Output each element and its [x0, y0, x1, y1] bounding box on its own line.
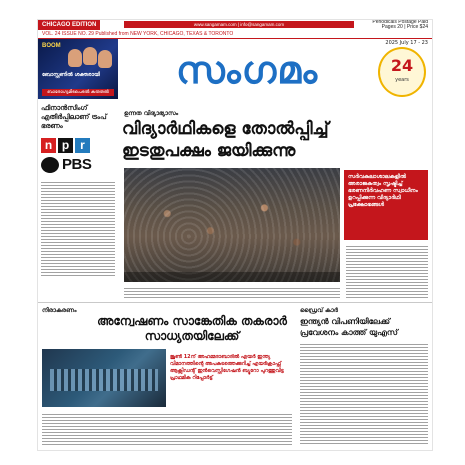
newspaper-page	[38, 20, 432, 450]
highlight-box: സർവകലാശാലകളിൽ അരാജകത്വം സൃഷ്ടിച്ച് ഭരണനിർവഹണ സ്വാധീനം ഉറപ്പിക്കുന്ന വിദ്യാർഥി പ്രക്ഷോഭങ്ങൾ	[344, 170, 428, 240]
ad-text: ബോസ്റ്റണിൽ ശക്തരായി	[42, 72, 100, 78]
anniversary-number: 24	[390, 56, 414, 75]
npr-logo: n p r	[41, 138, 115, 153]
third-body-text	[300, 342, 428, 446]
third-headline[interactable]: ഇന്ത്യൻ വിപണിയിലേക്ക് പ്രവേശനം കാത്ത് യുഎസ്	[300, 317, 398, 337]
issue-date: 2025 July 17 - 23	[385, 40, 428, 46]
postage-line-2: Pages 20 | Price $24	[381, 24, 428, 30]
top-bar	[38, 20, 432, 30]
lead-headline[interactable]: വിദ്യാർഥികളെ തോൽപ്പിച്ച് ഇടതുപക്ഷം ജയിക്കുന്നു	[122, 119, 329, 161]
lead-body-text	[124, 286, 340, 300]
contact-strip: www.sangamam.com | info@sangamam.com	[124, 21, 354, 28]
second-summary: ജൂൺ 12ന് അഹമ്മദാബാദിൽ എയർ ഇന്ത്യ വിമാനത്തിന്റെ അപകടത്തെക്കുറിച്ച് എയർക്രാഫ്റ്റ് ആക്സിഡന്റ് ഇൻവെസ്റ്റിഗേഷൻ ബ്യൂറോ പുറത്തുവിട്ട പ്രാഥമിക റിപ്പോർട്ട്	[170, 354, 284, 381]
sidebar-heading[interactable]: ഫിനാൻസിംഗ് എതിർപ്പിലാണ് ട്രംപ് ഭരണം	[41, 104, 107, 130]
publication-info: VOL. 24 ISSUE NO. 29 Published from NEW YORK, CHICAGO, TEXAS & TORONTO	[42, 31, 234, 37]
masthead-title: സംഗമം	[175, 48, 318, 92]
second-body-text	[42, 412, 292, 446]
second-headline[interactable]: അന്വേഷണം സാങ്കേതിക തകരാർ സാധ്യതയിലേക്ക്	[97, 314, 287, 343]
cockpit-panel	[50, 369, 158, 391]
ad-badge: BOOM	[42, 43, 61, 49]
photo-caption	[124, 272, 340, 282]
postage-info	[372, 20, 428, 30]
crowd-image	[124, 168, 340, 282]
lead-photo[interactable]	[124, 168, 340, 282]
second-section-label: നിരാകരണം	[42, 307, 77, 314]
cockpit-photo[interactable]	[42, 349, 166, 407]
pbs-head-icon	[41, 157, 59, 173]
left-sidebar	[38, 102, 118, 278]
anniversary-seal	[378, 47, 426, 97]
ad-photo	[68, 47, 112, 69]
ad-banner: ബാരോഗ്യമിടപെടൽ കരുതൽ	[42, 89, 114, 96]
left-ad[interactable]	[38, 39, 118, 99]
section-divider	[38, 302, 432, 303]
third-section-label: ഡ്രൈവ് കാർ	[300, 307, 338, 314]
lead-kicker: ഉന്നത വിദ്യാഭ്യാസം	[124, 110, 179, 117]
edition-label: CHICAGO EDITION	[38, 20, 100, 30]
publication-line	[38, 31, 432, 39]
right-column-text	[346, 244, 428, 298]
pbs-logo: PBS	[41, 156, 115, 173]
npr-pbs-logos	[41, 138, 115, 176]
sidebar-body-text	[41, 180, 115, 276]
postage-line-1: Periodicals Postage Paid	[372, 20, 428, 25]
anniversary-label: years	[395, 77, 409, 83]
